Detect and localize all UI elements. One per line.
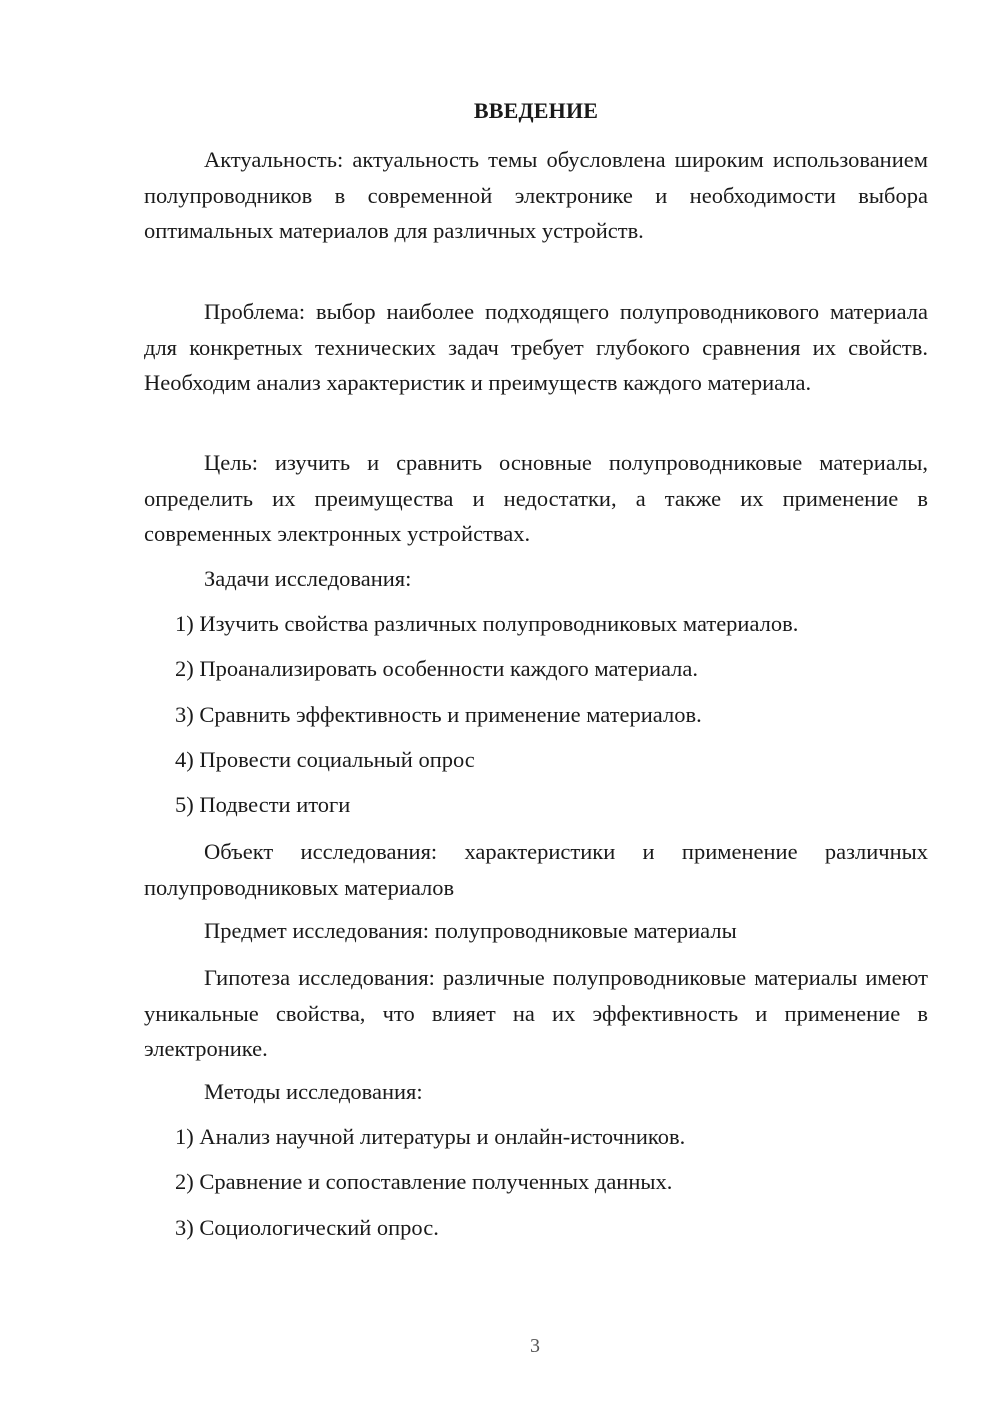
method-item: 3) Социологический опрос. — [175, 1215, 439, 1240]
page-number: 3 — [530, 1335, 540, 1357]
subject-line: Предмет исследования: полупроводниковые материалы — [204, 918, 737, 943]
task-item: 4) Провести социальный опрос — [175, 747, 475, 772]
hypothesis-paragraph: Гипотеза исследования: различные полупроводниковые материалы имеют уникальные свойства, что влияет на их эффективность и применение в электронике. — [144, 965, 928, 1061]
page-title: ВВЕДЕНИЕ — [473, 98, 599, 123]
task-item: 5) Подвести итоги — [175, 792, 351, 817]
task-item: 2) Проанализировать особенности каждого материала. — [175, 656, 699, 681]
problem-paragraph: Проблема: выбор наиболее подходящего полупроводникового материала для конкретных технических задач требует глубокого сравнения их свойств. Необходим анализ характеристик и преимуществ каждого материала. — [144, 299, 928, 395]
relevance-paragraph: Актуальность: актуальность темы обусловлена широким использованием полупроводников в современной электронике и необходимости выбора оптимальных материалов для различных устройств. — [144, 147, 928, 243]
object-paragraph: Объект исследования: характеристики и применение различных полупроводниковых материалов — [144, 839, 928, 900]
method-item: 2) Сравнение и сопоставление полученных данных. — [175, 1169, 673, 1194]
task-item: 1) Изучить свойства различных полупроводниковых материалов. — [175, 611, 799, 636]
goal-paragraph: Цель: изучить и сравнить основные полупроводниковые материалы, определить их преимущества и недостатки, а также их применение в современных электронных устройствах. — [144, 450, 928, 546]
task-item: 3) Сравнить эффективность и применение материалов. — [175, 702, 702, 727]
tasks-label: Задачи исследования: — [204, 566, 412, 591]
method-item: 1) Анализ научной литературы и онлайн-источников. — [175, 1124, 686, 1149]
methods-label: Методы исследования: — [204, 1079, 423, 1104]
